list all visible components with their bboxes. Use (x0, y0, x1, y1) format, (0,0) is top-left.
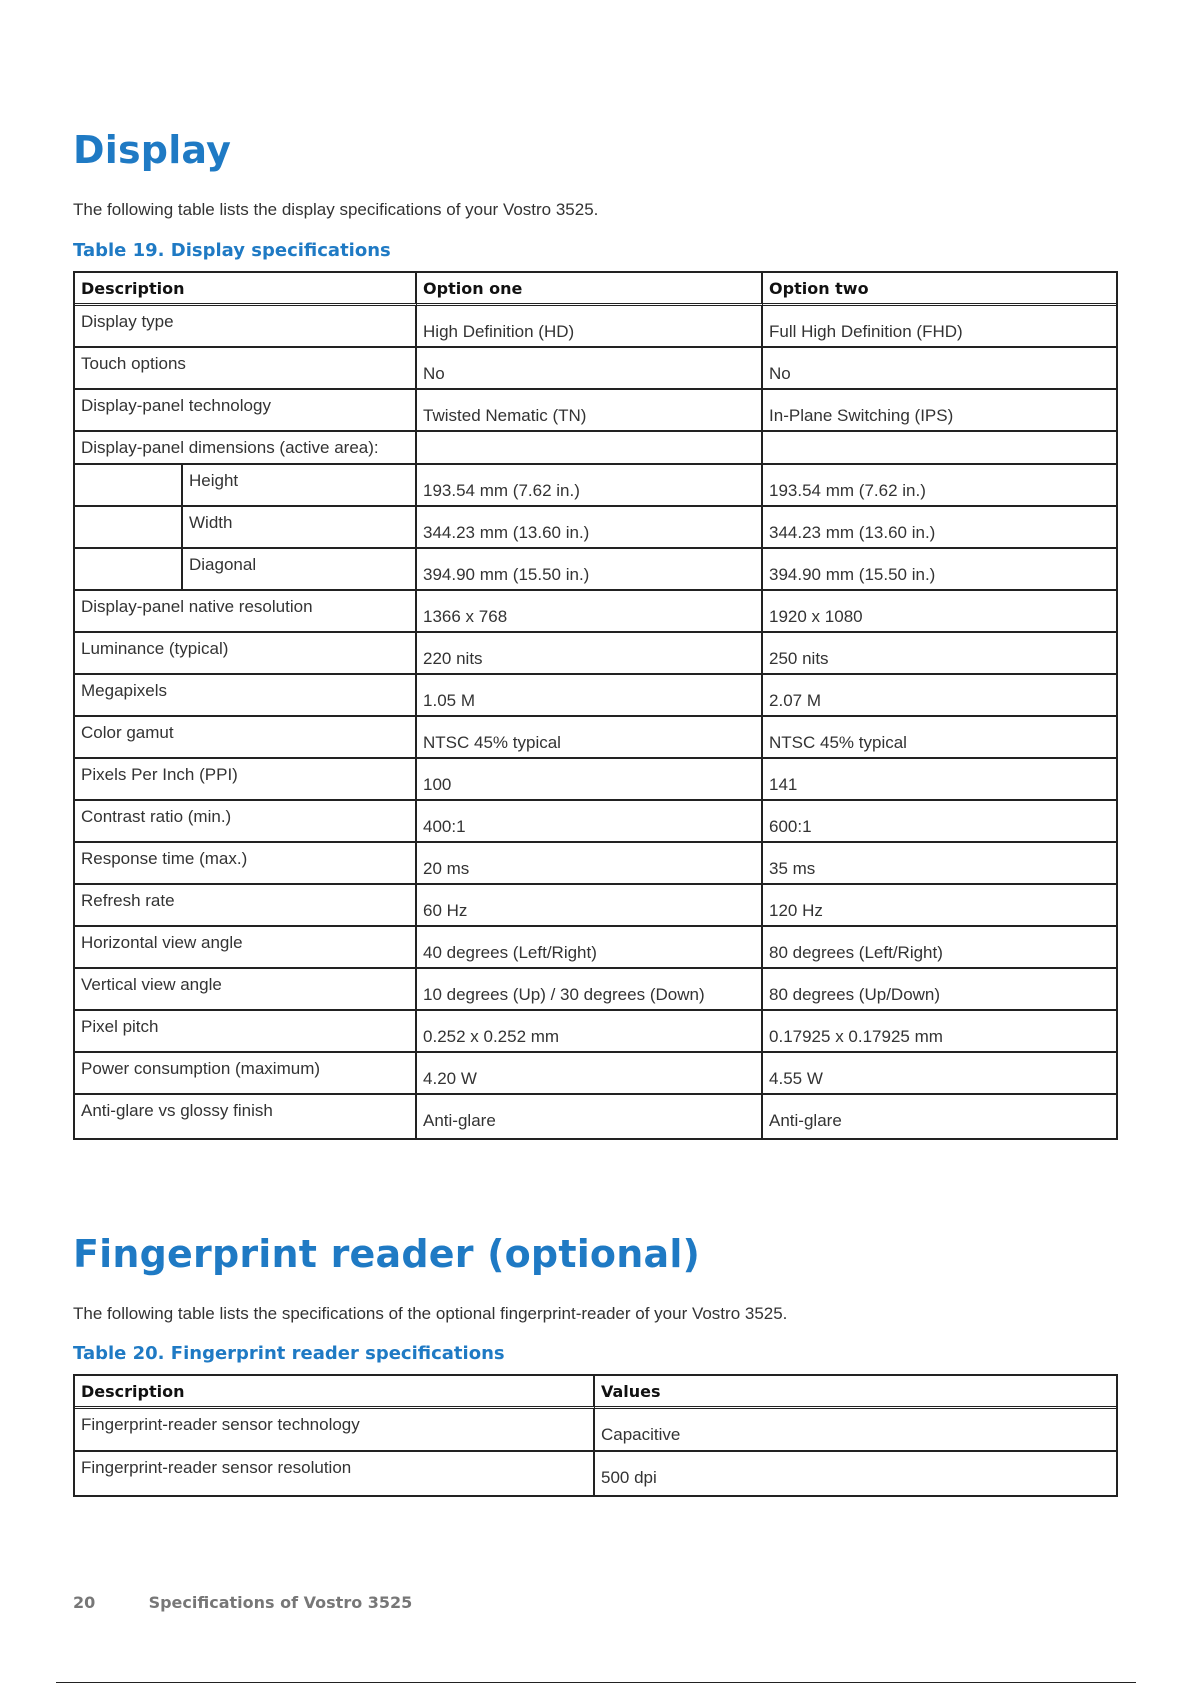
description-cell (75, 1053, 417, 1095)
description-cell (75, 1095, 417, 1138)
description-cell-text: Fingerprint-reader sensor technology (81, 1415, 360, 1434)
option-two-cell-text: 1920 x 1080 (769, 607, 863, 626)
description-cell (75, 591, 417, 633)
table-row (75, 801, 1116, 843)
option-two-cell-text: 35 ms (769, 859, 816, 878)
option-two-cell (763, 465, 1116, 507)
description-cell-text: Refresh rate (81, 891, 175, 910)
option-one-cell-text: 10 degrees (Up) / 30 degrees (Down) (423, 985, 705, 1004)
option-two-cell (763, 927, 1116, 969)
description-cell-text: Horizontal view angle (81, 933, 243, 952)
description-cell-text: Contrast ratio (min.) (81, 807, 232, 826)
option-one-cell-text: 193.54 mm (7.62 in.) (423, 481, 580, 500)
value-cell (595, 1452, 1116, 1495)
table-row (75, 759, 1116, 801)
table-row (75, 1095, 1116, 1138)
description-cell (75, 1452, 595, 1495)
page-footer (73, 1593, 412, 1612)
sub-description-cell-text: Height (189, 471, 239, 490)
display-heading: Display (73, 128, 232, 172)
description-cell (75, 759, 417, 801)
option-two-cell (763, 591, 1116, 633)
table-row (75, 348, 1116, 390)
option-two-cell (763, 432, 1116, 465)
fingerprint-spec-table (73, 1374, 1118, 1497)
option-one-cell-text: 220 nits (423, 649, 483, 668)
description-cell (75, 432, 417, 465)
option-one-cell-text: 1.05 M (423, 691, 475, 710)
option-one-cell-text: 394.90 mm (15.50 in.) (423, 565, 590, 584)
column-header: Description (75, 1376, 595, 1409)
option-two-cell (763, 1053, 1116, 1095)
option-one-cell (417, 843, 763, 885)
table-row (75, 633, 1116, 675)
option-one-cell (417, 675, 763, 717)
description-cell-text: Vertical view angle (81, 975, 222, 994)
description-cell-text: Touch options (81, 354, 186, 373)
option-two-cell (763, 885, 1116, 927)
option-two-cell (763, 348, 1116, 390)
option-two-cell-text (769, 432, 1110, 438)
table-row (75, 591, 1116, 633)
column-header: Description (75, 273, 417, 306)
option-one-cell (417, 507, 763, 549)
option-one-cell-text: 40 degrees (Left/Right) (423, 943, 597, 962)
option-one-cell (417, 717, 763, 759)
option-two-cell-text: 120 Hz (769, 901, 823, 920)
table-row (75, 549, 1116, 591)
option-two-cell-text: 250 nits (769, 649, 829, 668)
description-cell (75, 927, 417, 969)
option-two-cell-text: NTSC 45% typical (769, 733, 907, 752)
description-cell (75, 801, 417, 843)
option-one-cell-text: Twisted Nematic (TN) (423, 406, 587, 425)
option-one-cell (417, 633, 763, 675)
sub-description-cell-text: Diagonal (189, 555, 257, 574)
description-cell-text: Anti-glare vs glossy finish (81, 1101, 273, 1120)
description-cell-text: Pixels Per Inch (PPI) (81, 765, 238, 784)
option-two-cell-text: In-Plane Switching (IPS) (769, 406, 954, 425)
option-one-cell-text: NTSC 45% typical (423, 733, 561, 752)
footer-rule (56, 1682, 1136, 1683)
option-one-cell-text: Anti-glare (423, 1111, 496, 1130)
table-row (75, 1053, 1116, 1095)
table-row (75, 507, 1116, 549)
option-one-cell (417, 591, 763, 633)
option-one-cell (417, 801, 763, 843)
option-one-cell (417, 759, 763, 801)
option-one-cell-text (423, 432, 755, 438)
option-one-cell (417, 1011, 763, 1053)
option-two-cell (763, 390, 1116, 432)
option-one-cell (417, 969, 763, 1011)
description-cell-text: Fingerprint-reader sensor resolution (81, 1458, 352, 1477)
option-one-cell (417, 1053, 763, 1095)
description-cell (75, 1409, 595, 1452)
description-cell (75, 885, 417, 927)
sub-description-cell-text: Width (189, 513, 233, 532)
option-two-cell (763, 1095, 1116, 1138)
sub-description-cell (183, 507, 417, 549)
option-two-cell (763, 549, 1116, 591)
description-cell-text: Display-panel technology (81, 396, 271, 415)
table-row (75, 843, 1116, 885)
description-cell-text: Power consumption (maximum) (81, 1059, 321, 1078)
option-one-cell-text: 1366 x 768 (423, 607, 508, 626)
option-two-cell-text: 394.90 mm (15.50 in.) (769, 565, 936, 584)
option-two-cell-text: 80 degrees (Left/Right) (769, 943, 943, 962)
fingerprint-table-caption: Table 20. Fingerprint reader specifications (73, 1343, 505, 1364)
option-two-cell-text: 0.17925 x 0.17925 mm (769, 1027, 943, 1046)
option-two-cell-text: 600:1 (769, 817, 812, 836)
option-one-cell-text: 20 ms (423, 859, 470, 878)
option-one-cell-text: 344.23 mm (13.60 in.) (423, 523, 590, 542)
table-row (75, 927, 1116, 969)
description-cell (75, 969, 417, 1011)
option-two-cell (763, 801, 1116, 843)
value-cell-text: Capacitive (601, 1425, 681, 1444)
option-one-cell (417, 1095, 763, 1138)
table-row (75, 465, 1116, 507)
option-one-cell (417, 306, 763, 348)
table-row (75, 432, 1116, 465)
option-one-cell (417, 465, 763, 507)
option-two-cell-text: No (769, 364, 791, 383)
option-two-cell (763, 1011, 1116, 1053)
display-intro: The following table lists the display specifications of your Vostro 3525. (73, 200, 599, 219)
table-row (75, 1452, 1116, 1495)
table-row (75, 717, 1116, 759)
description-cell (75, 348, 417, 390)
option-two-cell (763, 843, 1116, 885)
description-cell (75, 390, 417, 432)
description-cell (75, 306, 417, 348)
display-table-caption: Table 19. Display specifications (73, 240, 391, 261)
fingerprint-heading: Fingerprint reader (optional) (73, 1232, 701, 1276)
table-row (75, 306, 1116, 348)
table-header-row (75, 273, 1116, 306)
column-header: Values (595, 1376, 1116, 1409)
option-one-cell-text: 400:1 (423, 817, 466, 836)
sub-description-cell (183, 465, 417, 507)
table-row (75, 675, 1116, 717)
description-cell-text: Luminance (typical) (81, 639, 229, 658)
option-two-cell (763, 675, 1116, 717)
option-two-cell (763, 306, 1116, 348)
table-row (75, 1409, 1116, 1452)
option-two-cell-text: 344.23 mm (13.60 in.) (769, 523, 936, 542)
description-cell (75, 843, 417, 885)
indent-cell (75, 507, 183, 549)
table-row (75, 969, 1116, 1011)
option-one-cell (417, 885, 763, 927)
option-one-cell-text: 4.20 W (423, 1069, 477, 1088)
column-header: Option one (417, 273, 763, 306)
option-two-cell-text: Full High Definition (FHD) (769, 322, 963, 341)
description-cell-text: Megapixels (81, 681, 167, 700)
option-two-cell (763, 969, 1116, 1011)
option-two-cell (763, 759, 1116, 801)
indent-cell (75, 549, 183, 591)
description-cell (75, 675, 417, 717)
option-two-cell-text: 2.07 M (769, 691, 821, 710)
description-cell-text: Color gamut (81, 723, 174, 742)
page-number: 20 (73, 1593, 96, 1612)
option-two-cell-text: 193.54 mm (7.62 in.) (769, 481, 926, 500)
description-cell-text: Pixel pitch (81, 1017, 159, 1036)
option-one-cell (417, 549, 763, 591)
sub-description-cell (183, 549, 417, 591)
footer-section-title: Specifications of Vostro 3525 (148, 1593, 413, 1612)
indent-cell (75, 465, 183, 507)
value-cell-text: 500 dpi (601, 1468, 657, 1487)
value-cell (595, 1409, 1116, 1452)
option-one-cell (417, 348, 763, 390)
table-row (75, 390, 1116, 432)
option-one-cell (417, 432, 763, 465)
description-cell-text: Display-panel native resolution (81, 597, 313, 616)
option-one-cell-text: 100 (423, 775, 452, 794)
fingerprint-intro: The following table lists the specifications of the optional fingerprint-reader of your Vostro 3525. (73, 1304, 788, 1323)
option-one-cell-text: High Definition (HD) (423, 322, 575, 341)
column-header: Option two (763, 273, 1116, 306)
description-cell (75, 1011, 417, 1053)
option-one-cell-text: No (423, 364, 445, 383)
table-header-row (75, 1376, 1116, 1409)
option-one-cell-text: 0.252 x 0.252 mm (423, 1027, 560, 1046)
description-cell-text: Response time (max.) (81, 849, 248, 868)
option-two-cell (763, 633, 1116, 675)
option-two-cell-text: 4.55 W (769, 1069, 823, 1088)
option-one-cell (417, 390, 763, 432)
description-cell (75, 633, 417, 675)
option-two-cell-text: Anti-glare (769, 1111, 842, 1130)
option-two-cell (763, 717, 1116, 759)
option-one-cell (417, 927, 763, 969)
description-cell-text: Display-panel dimensions (active area): (81, 438, 379, 457)
description-cell (75, 717, 417, 759)
table-row (75, 1011, 1116, 1053)
option-two-cell (763, 507, 1116, 549)
table-row (75, 885, 1116, 927)
option-one-cell-text: 60 Hz (423, 901, 468, 920)
description-cell-text: Display type (81, 312, 174, 331)
option-two-cell-text: 141 (769, 775, 798, 794)
display-spec-table (73, 271, 1118, 1140)
option-two-cell-text: 80 degrees (Up/Down) (769, 985, 941, 1004)
